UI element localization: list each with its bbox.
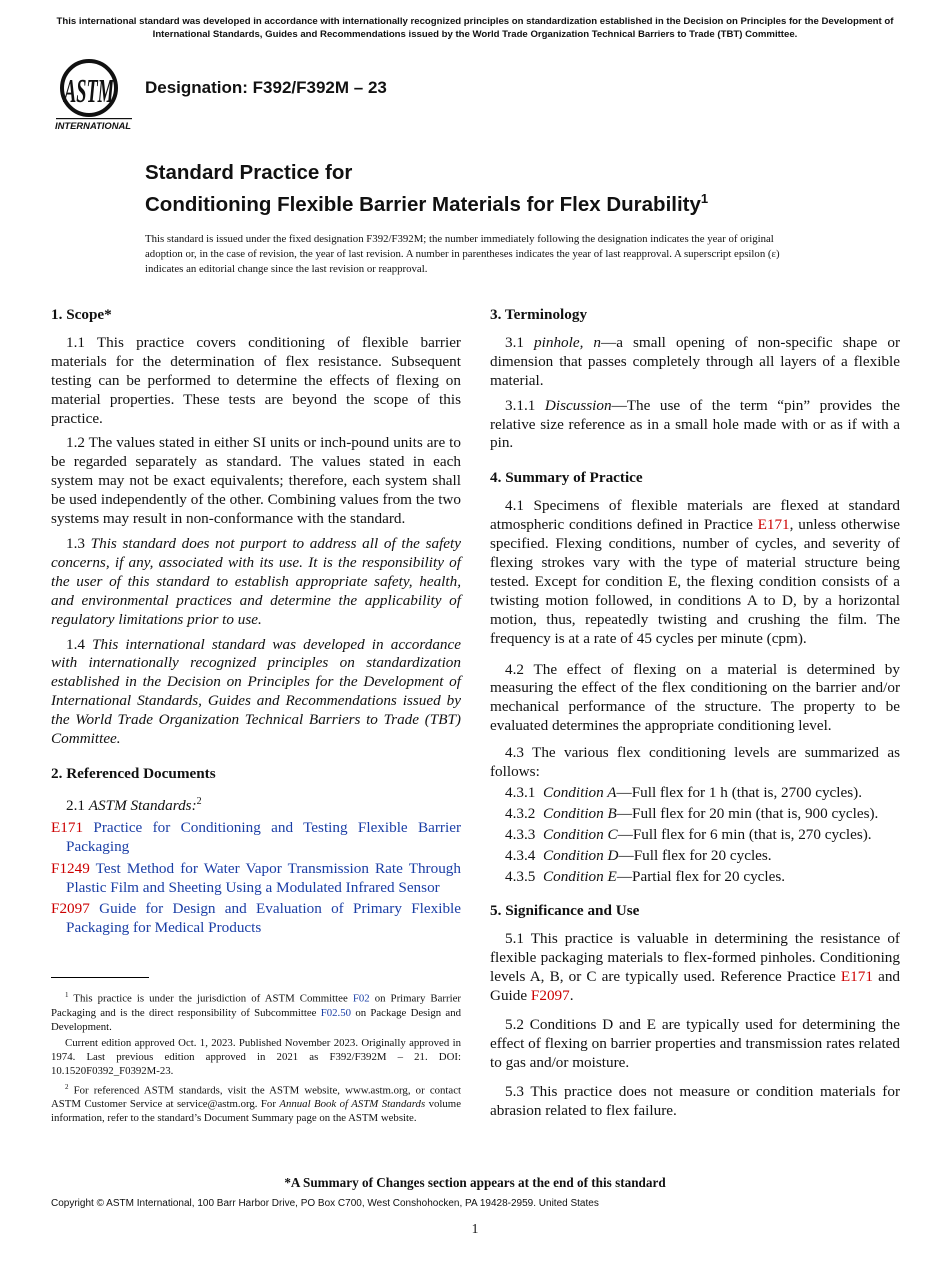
summary-4-3: 4.3 The various flex conditioning levels are summarized as follows: bbox=[490, 744, 900, 781]
page-number: 1 bbox=[471, 1221, 479, 1236]
document-title bbox=[145, 160, 708, 218]
title-line-1: Standard Practice for bbox=[145, 161, 353, 184]
issue-note: This standard is issued under the fixed designation F392/F392M; the number immediately following the designation indicates the year of original adoption or, in the case of revision, the year of last revision. A number in parentheses indicates the year of last reapproval. A superscript epsilon (ε) indicates an editorial change since the last revision or reapproval. bbox=[145, 233, 780, 275]
reference-e171[interactable]: E171 Practice for Conditioning and Testing Flexible Barrier Packaging bbox=[51, 818, 461, 855]
terminology-3-1-1: 3.1.1 Discussion—The use of the term “pin” provides the relative size reference as in a small hole made with or as if with a pin. bbox=[490, 396, 900, 452]
astm-logo bbox=[52, 56, 134, 132]
condition-a: 4.3.1 Condition A—Full flex for 1 h (that is, 2700 cycles). bbox=[505, 783, 863, 801]
left-column bbox=[51, 306, 461, 941]
e171-reference-link[interactable]: E171 bbox=[840, 968, 873, 986]
significance-heading: 5. Significance and Use bbox=[490, 902, 640, 920]
subcommittee-link[interactable]: F02.50 bbox=[320, 1006, 352, 1019]
right-column bbox=[490, 306, 900, 1127]
title-line-2: Conditioning Flexible Barrier Materials for Flex Durability$^1$ bbox=[145, 191, 709, 216]
f2097-reference-link[interactable]: F2097 bbox=[530, 987, 570, 1005]
summary-4-1: 4.1 Specimens of flexible materials are flexed at standard atmospheric conditions defined in Practice E171, unless otherwise specified. Flexing conditions, number of cycles, and severity of flexing strokes vary with the type of material structure being tested. Except for condition E, the flexing condition consists of a twisting motion followed, in conditions A to D, by a horizontal motion, thus, repeatedly twisting and crushing the film. The frequency is at a rate of 45 cycles per minute (cpm). bbox=[490, 497, 900, 647]
summary-4-2: 4.2 The effect of flexing on a material is determined by measuring the effect of the flex conditioning on the barrier and/or mechanical performance of the structure. The property to be evaluated determines the appropriate conditioning level. bbox=[490, 660, 900, 735]
scope-heading: 1. Scope* bbox=[51, 306, 112, 323]
reference-f2097[interactable]: F2097 Guide for Design and Evaluation of Primary Flexible Packaging for Medical Products bbox=[51, 900, 461, 937]
footnote-1-edition: Current edition approved Oct. 1, 2023. Published November 2023. Originally approved in 1974. Last previous edition approved in 2021 as F392/F392M – 21. DOI: 10.1520F0392_F0392M-23. bbox=[51, 1036, 461, 1077]
scope-1-1: 1.1 This practice covers conditioning of flexible barrier materials for the determination of flex resistance. Subsequent testing can be performed to determine the effects of flexing on material properties. These tests are beyond the scope of this practice. bbox=[51, 333, 461, 427]
astm-logo-graphic bbox=[52, 56, 134, 132]
scope-1-2: 1.2 The values stated in either SI units or inch-pound units are to be regarded separately as standard. The values stated in each system may not be exact equivalents; therefore, each system shall be used independently of the other. Combining values from the two systems may result in non-conformance with the standard. bbox=[51, 434, 461, 528]
committee-link[interactable]: F02 bbox=[352, 992, 370, 1005]
reference-f1249[interactable]: F1249 Test Method for Water Vapor Transmission Rate Through Plastic Film and Sheeting Using a Modulated Infrared Sensor bbox=[51, 859, 461, 896]
designation: Designation: F392/F392M – 23 bbox=[145, 78, 387, 97]
condition-c: 4.3.3 Condition C—Full flex for 6 min (that is, 270 cycles). bbox=[505, 825, 872, 843]
terminology-3-1: 3.1 pinhole, n—a small opening of non-specific shape or dimension that passes completely through all layers of a flexible material. bbox=[490, 333, 900, 389]
title-footnote-mark: 1 bbox=[700, 191, 709, 206]
summary-of-changes-note: *A Summary of Changes section appears at the end of this standard bbox=[284, 1175, 666, 1190]
condition-b: 4.3.2 Condition B—Full flex for 20 min (that is, 900 cycles). bbox=[505, 804, 879, 822]
footnote-1: $^1$ This practice is under the jurisdiction of ASTM Committee F02 on Primary Barrier Packaging and is the direct responsibility of Subcommittee F02.50 on Package Design and Development. bbox=[51, 991, 462, 1033]
scope-1-3: 1.3 This standard does not purport to address all of the safety concerns, if any, associated with its use. It is the responsibility of the user of this standard to establish appropriate safety, health, and environmental practices and determine the applicability of regulatory limitations prior to use. bbox=[51, 534, 462, 628]
significance-5-2: 5.2 Conditions D and E are typically used for determining the effect of flexing on barrier properties and transmission rates related to gas and/or moisture. bbox=[490, 1016, 900, 1071]
copyright: Copyright © ASTM International, 100 Barr Harbor Drive, PO Box C700, West Conshohocken, PA 19428-2959. United States bbox=[51, 1198, 599, 1209]
astm-standards-subheading: 2.1 ASTM Standards:$^2$ bbox=[66, 795, 202, 814]
footnotes bbox=[51, 988, 461, 1127]
svg-text:INTERNATIONAL: INTERNATIONAL bbox=[55, 121, 131, 131]
footnote-2: $^2$ For referenced ASTM standards, visit the ASTM website, www.astm.org, or contact ASTM Customer Service at service@astm.org. For Annual Book of ASTM Standards volume information, refer to the standard’s Document Summary page on the ASTM website. bbox=[51, 1082, 461, 1125]
svg-text:ASTM: ASTM bbox=[62, 73, 115, 110]
significance-5-3: 5.3 This practice does not measure or condition materials for abrasion related to flex failure. bbox=[490, 1082, 900, 1119]
referenced-documents-heading: 2. Referenced Documents bbox=[51, 764, 216, 782]
international-standard-notice: This international standard was developed in accordance with internationally recognized principles on standardization established in the Decision on Principles for the Development of International Standards, Guides and Recommendations issued by the World Trade Organization Technical Barriers to Trade (TBT) Committee. bbox=[56, 16, 894, 40]
scope-1-4: 1.4 This international standard was developed in accordance with internationally recognized principles on standardization established in the Decision on Principles for the Development of International Standards, Guides and Recommendations issued by the World Trade Organization Technical Barriers to Trade (TBT) Committee. bbox=[51, 635, 462, 748]
footnote-divider bbox=[51, 977, 149, 978]
e171-link[interactable]: E171 bbox=[757, 516, 790, 534]
significance-5-1: 5.1 This practice is valuable in determining the resistance of flexible packaging materials to flex-formed pinholes. Conditioning levels A, B, or C are typically used. Reference Practice E171 and Guide F2097. bbox=[490, 930, 901, 1005]
condition-e: 4.3.5 Condition E—Partial flex for 20 cycles. bbox=[505, 867, 786, 885]
summary-heading: 4. Summary of Practice bbox=[490, 469, 643, 487]
condition-d: 4.3.4 Condition D—Full flex for 20 cycles. bbox=[505, 846, 772, 864]
terminology-heading: 3. Terminology bbox=[490, 306, 588, 323]
